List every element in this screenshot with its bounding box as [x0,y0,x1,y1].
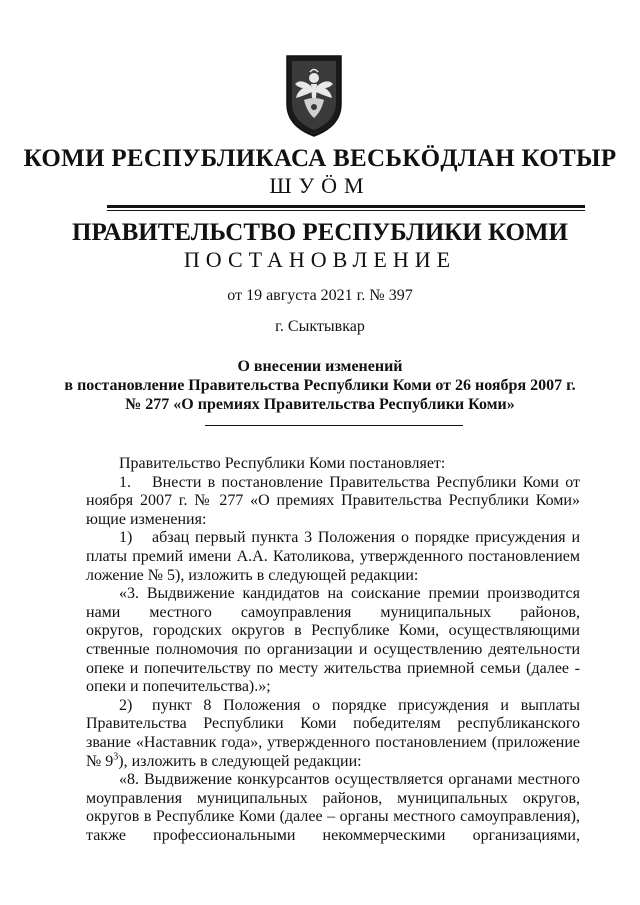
quote-line: округов, городских округов в Республике Коми, осуществляющими [86,622,580,640]
header-divider-thin [107,210,585,211]
subparagraph-number: 1) [119,529,133,547]
paragraph-line: ноября 2007 г. № 277 «О премиях Правительства Республики Коми» [86,492,580,510]
paragraph-line: Правительства Республики Коми победителям республиканского [86,715,580,733]
quote-line: «8. Выдвижение конкурсантов осуществляется органами местного [119,771,580,789]
paragraph-line: 1) абзац первый пункта 3 Положения о порядке присуждения и [119,529,580,547]
header-ru-subtitle: ПОСТАНОВЛЕНИЕ [183,247,457,272]
title-line: в постановление Правительства Республики Коми от 26 ноября 2007 г. [64,377,576,394]
paragraph-line: звание «Наставник года», утвержденного постановлением (приложение [86,733,580,751]
document-city: г. Сыктывкар [275,318,365,335]
intro-line: Правительство Республики Коми постановляет: [119,455,446,472]
paragraph-line: платы премий имени А.А. Католикова, утвержденного постановлением [86,547,580,565]
paragraph-number: 1. [119,473,131,491]
title-line: № 277 «О премиях Правительства Республики Коми» [125,396,515,413]
header-divider-thick [107,205,585,208]
document-date-number: от 19 августа 2021 г. № 397 [227,287,413,304]
paragraph-line: № $9^3$), изложить в следующей редакции: [86,751,362,770]
paragraph-line: 2) пункт 8 Положения о порядке присуждения и выплаты [119,696,580,714]
quote-line: опеке и попечительству по месту жительства приемной семьи (далее - [86,659,580,677]
quote-line: ственные полномочия по организации и осуществлению деятельности [86,640,580,658]
title-underline [205,425,463,426]
document-body [86,455,580,845]
header-komi-subtitle: ШУӦМ [269,173,371,198]
header-komi-title: КОМИ РЕСПУБЛИКАСА ВЕСЬКӦДЛАН КОТЫР [23,145,617,172]
paragraph-line: ющие изменения: [86,510,207,528]
quote-line: моуправления муниципальных районов, муниципальных округов, [86,789,580,807]
quote-line: «3. Выдвижение кандидатов на соискание премии производится [119,585,580,603]
document-title [0,357,640,414]
header-ru-title: ПРАВИТЕЛЬСТВО РЕСПУБЛИКИ КОМИ [72,219,568,246]
quote-line: нами местного самоуправления муниципальных районов, [86,603,580,621]
paragraph-line: 1. Внести в постановление Правительства Республики Коми от [119,473,580,491]
superscript: 3 [113,751,119,763]
quote-line: опеки и попечительства).»; [86,678,271,696]
paragraph-line: ложение № 5), изложить в следующей редакции: [86,566,419,584]
komi-coat-of-arms-icon [283,52,345,138]
subparagraph-number: 2) [119,696,133,714]
quote-line: также профессиональными некоммерческими организациями, [86,826,580,844]
quote-line: округов в Республике Коми (далее – органы местного самоуправления), [86,808,580,826]
title-line: О внесении изменений [237,358,403,375]
